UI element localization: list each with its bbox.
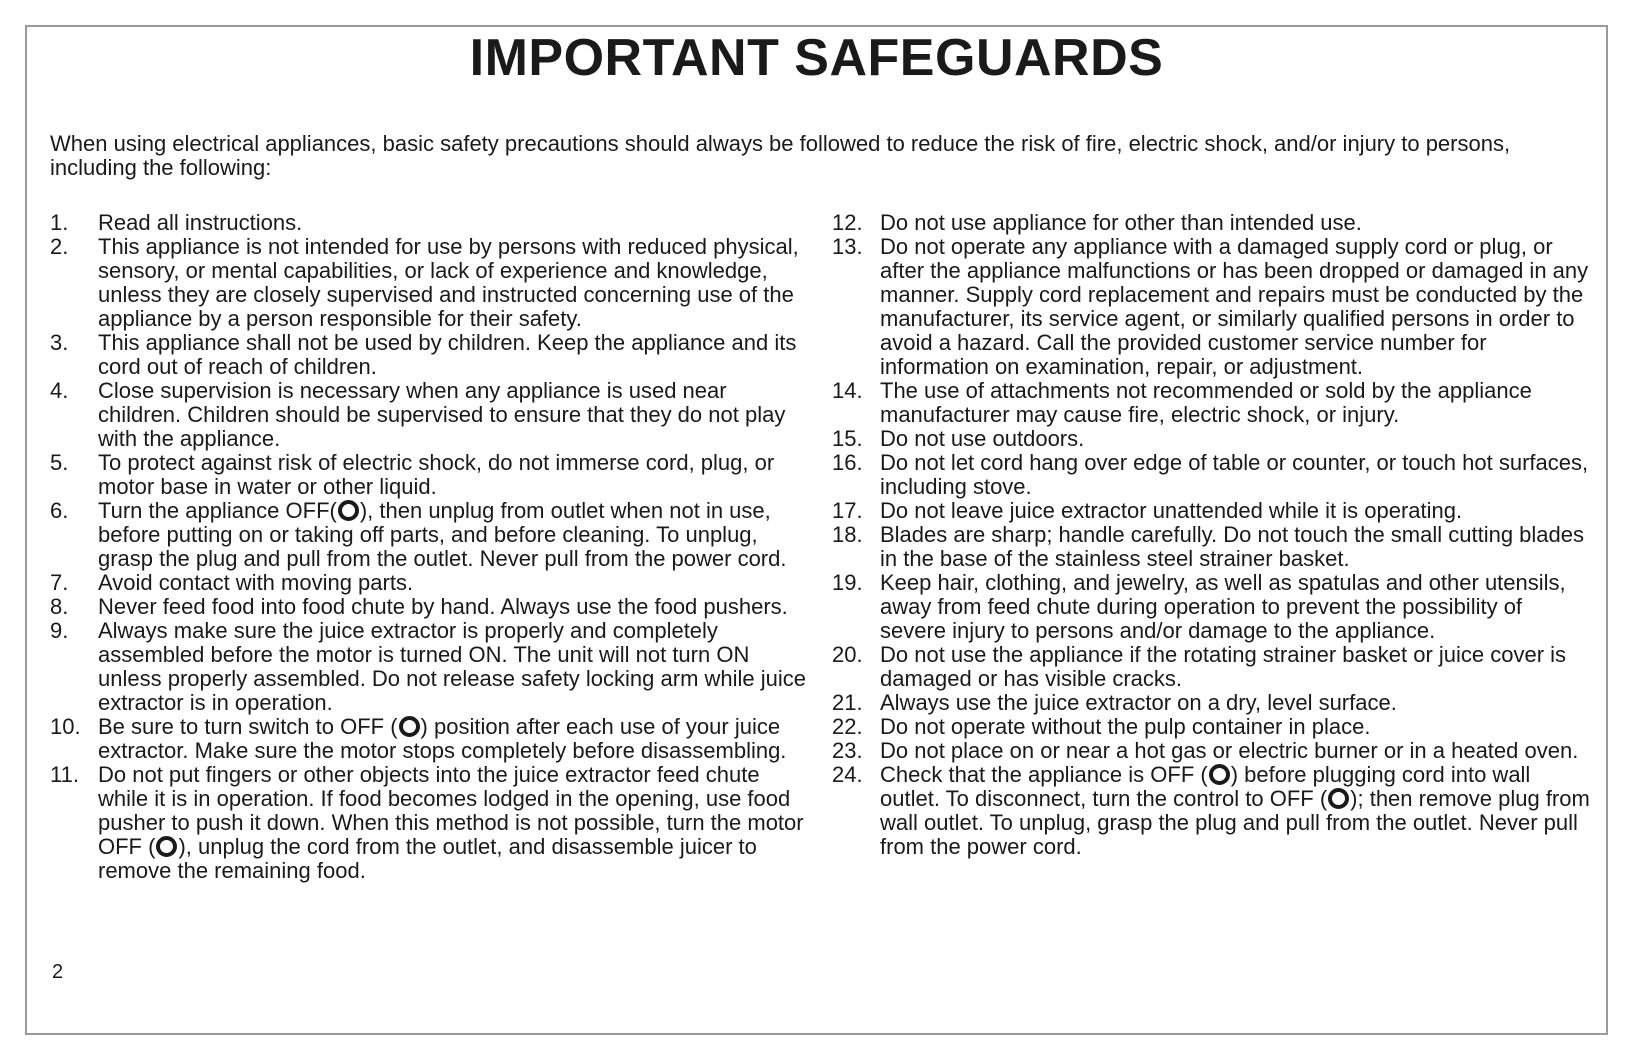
item-text (98, 619, 810, 715)
item-text-segment: Avoid contact with moving parts. (98, 570, 414, 595)
safeguard-item (832, 379, 1592, 427)
item-text-segment: Do not leave juice extractor unattended while it is operating. (880, 498, 1463, 523)
item-text (880, 571, 1592, 643)
item-number: 12. (832, 210, 863, 235)
item-text-segment: ) position after each use of your juice extractor. Make sure the motor stops completely before disassembling. (98, 714, 787, 763)
page-title: IMPORTANT SAFEGUARDS (469, 29, 1164, 87)
item-text (98, 235, 810, 331)
safeguard-item (50, 331, 810, 379)
item-text (880, 763, 1592, 859)
safeguard-item (832, 571, 1592, 643)
safeguard-item (50, 499, 810, 571)
item-number: 4. (50, 378, 69, 403)
safeguard-item (832, 763, 1592, 859)
item-text (880, 427, 1592, 451)
item-text-segment: Do not operate any appliance with a damaged supply cord or plug, or after the appliance malfunctions or has been dropped or damaged in any manner. Supply cord replacement and repairs must be conducted by the manufacturer, its service agent, or similarly qualified persons in order to avoid a hazard. Call the provided customer service number for information on examination, repair, or adjustment. (880, 234, 1589, 379)
item-number: 21. (832, 690, 863, 715)
item-number: 20. (832, 642, 863, 667)
item-number: 1. (50, 210, 69, 235)
item-text (880, 715, 1592, 739)
item-text-segment: ), unplug the cord from the outlet, and disassemble juicer to remove the remaining food. (98, 834, 757, 883)
item-text (880, 691, 1592, 715)
item-text (98, 763, 810, 883)
item-text-segment: Do not use appliance for other than intended use. (880, 210, 1362, 235)
item-number: 22. (832, 714, 863, 739)
safeguard-item (832, 235, 1592, 379)
item-number: 16. (832, 450, 863, 475)
item-text-segment: Read all instructions. (98, 210, 303, 235)
item-number: 13. (832, 234, 863, 259)
safeguards-list-right (832, 211, 1592, 859)
item-text-segment: The use of attachments not recommended or sold by the appliance manufacturer may cause fire, electric shock, or injury. (880, 378, 1532, 427)
item-text (880, 643, 1592, 691)
item-text (880, 739, 1592, 763)
safeguard-item (832, 691, 1592, 715)
safeguard-item (50, 235, 810, 331)
item-text (98, 451, 810, 499)
item-text (880, 499, 1592, 523)
item-number: 6. (50, 498, 69, 523)
item-text (98, 379, 810, 451)
item-text-segment: Check that the appliance is OFF ( (880, 762, 1208, 787)
item-text-segment: ), then unplug from outlet when not in use, before putting on or taking off parts, and before cleaning. To unplug, grasp the plug and pull from the outlet. Never pull from the power cord. (98, 498, 787, 571)
item-number: 23. (832, 738, 863, 763)
safeguard-item (832, 715, 1592, 739)
item-number: 14. (832, 378, 863, 403)
safeguard-item (50, 571, 810, 595)
item-number: 7. (50, 570, 69, 595)
item-number: 2. (50, 234, 69, 259)
item-number: 3. (50, 330, 69, 355)
item-text (880, 523, 1592, 571)
item-number: 11. (50, 762, 79, 787)
item-text (880, 235, 1592, 379)
safeguard-item (50, 451, 810, 499)
item-text-segment: Do not put fingers or other objects into the juice extractor feed chute while it is in operation. If food becomes lodged in the opening, use food pusher to push it down. When this method is not possible, turn the motor OFF ( (98, 762, 804, 859)
item-text-segment: Turn the appliance OFF( (98, 498, 337, 523)
item-text-segment: Do not use outdoors. (880, 426, 1085, 451)
item-text-segment: Be sure to turn switch to OFF ( (98, 714, 398, 739)
off-power-symbol-icon (338, 500, 359, 521)
item-text-segment: Always use the juice extractor on a dry, level surface. (880, 690, 1397, 715)
off-power-symbol-icon (1209, 764, 1230, 785)
safeguard-item (832, 211, 1592, 235)
item-text (98, 571, 810, 595)
item-text (880, 451, 1592, 499)
item-text-segment: Always make sure the juice extractor is properly and completely assembled before the motor is turned ON. The unit will not turn ON unless properly assembled. Do not release safety locking arm while juice extractor is in operation. (98, 618, 807, 715)
item-text (98, 331, 810, 379)
safeguards-list-left (50, 211, 810, 883)
item-text-segment: Close supervision is necessary when any appliance is used near children. Children should be supervised to ensure that they do not play with the appliance. (98, 378, 786, 451)
safeguard-item (50, 595, 810, 619)
item-text-segment: ) before plugging cord into wall outlet. To disconnect, turn the control to OFF ( (880, 762, 1531, 811)
item-text (98, 595, 810, 619)
item-text (880, 379, 1592, 427)
item-number: 8. (50, 594, 69, 619)
item-number: 17. (832, 498, 863, 523)
safeguard-item (50, 619, 810, 715)
safeguard-item (50, 715, 810, 763)
item-text-segment: This appliance shall not be used by children. Keep the appliance and its cord out of reach of children. (98, 330, 797, 379)
item-text (98, 499, 810, 571)
safeguard-item (832, 451, 1592, 499)
page-number: 2 (52, 961, 64, 983)
item-number: 15. (832, 426, 863, 451)
item-number: 19. (832, 570, 863, 595)
item-number: 10. (50, 714, 81, 739)
safeguard-item (832, 427, 1592, 451)
item-text (880, 211, 1592, 235)
safeguard-item (832, 643, 1592, 691)
item-text-segment: To protect against risk of electric shock, do not immerse cord, plug, or motor base in water or other liquid. (98, 450, 775, 499)
item-number: 18. (832, 522, 863, 547)
safeguard-item (832, 739, 1592, 763)
item-number: 24. (832, 762, 863, 787)
safeguard-item (50, 379, 810, 451)
item-text (98, 715, 810, 763)
off-power-symbol-icon (1328, 788, 1349, 809)
item-text-segment: Keep hair, clothing, and jewelry, as well as spatulas and other utensils, away from feed chute during operation to prevent the possibility of severe injury to persons and/or damage to the appliance. (880, 570, 1566, 643)
off-power-symbol-icon (399, 716, 420, 737)
item-text-segment: Blades are sharp; handle carefully. Do not touch the small cutting blades in the base of the stainless steel strainer basket. (880, 522, 1584, 571)
item-text-segment: Do not place on or near a hot gas or electric burner or in a heated oven. (880, 738, 1579, 763)
item-text (98, 211, 810, 235)
item-text-segment: Do not operate without the pulp container in place. (880, 714, 1371, 739)
safeguard-item (832, 499, 1592, 523)
safeguard-item (832, 523, 1592, 571)
item-text-segment: Never feed food into food chute by hand. Always use the food pushers. (98, 594, 788, 619)
item-number: 5. (50, 450, 69, 475)
safeguard-item (50, 763, 810, 883)
safeguard-item (50, 211, 810, 235)
item-number: 9. (50, 618, 69, 643)
item-text-segment: This appliance is not intended for use by persons with reduced physical, sensory, or mental capabilities, or lack of experience and knowledge, unless they are closely supervised and instructed concerning use of the appliance by a person responsible for their safety. (98, 234, 799, 331)
item-text-segment: Do not let cord hang over edge of table or counter, or touch hot surfaces, including stove. (880, 450, 1589, 499)
item-text-segment: Do not use the appliance if the rotating strainer basket or juice cover is damaged or has visible cracks. (880, 642, 1567, 691)
intro-paragraph: When using electrical appliances, basic safety precautions should always be followed to reduce the risk of fire, electric shock, and/or injury to persons, including the following: (50, 131, 1511, 180)
item-text-segment: ); then remove plug from wall outlet. To unplug, grasp the plug and pull from the outlet. Never pull from the power cord. (880, 786, 1590, 859)
off-power-symbol-icon (156, 836, 177, 857)
